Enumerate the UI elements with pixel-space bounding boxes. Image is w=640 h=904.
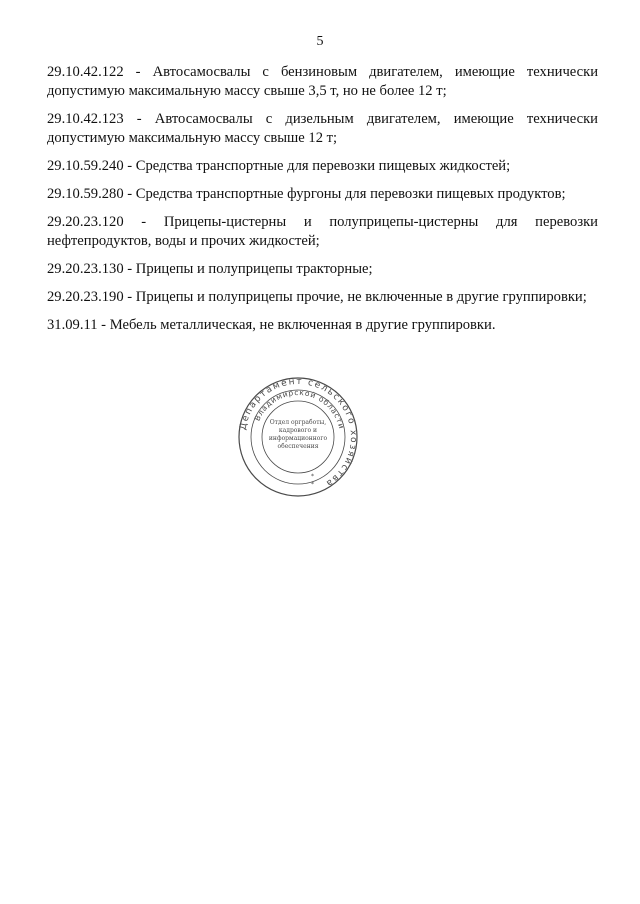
- stamp-star: *: [311, 481, 314, 488]
- classifier-entry: 29.10.42.123 - Автосамосвалы с дизельным двигателем, имеющие технически допустимую максимальную массу свыше 12 т;: [47, 111, 598, 146]
- document-body: [47, 63, 598, 344]
- stamp-center-line: кадрового и: [278, 427, 318, 434]
- classifier-entry: 29.20.23.120 - Прицепы-цистерны и полуприцепы-цистерны для перевозки нефтепродуктов, воды и прочих жидкостей;: [47, 214, 598, 249]
- page-number: 5: [316, 34, 324, 49]
- stamp-center-line: обеспечения: [277, 443, 319, 450]
- stamp-center-line: информационного: [268, 435, 328, 442]
- classifier-entry: 29.10.59.280 - Средства транспортные фургоны для перевозки пищевых продуктов;: [47, 186, 566, 202]
- classifier-entry: 31.09.11 - Мебель металлическая, не включенная в другие группировки.: [47, 317, 496, 333]
- classifier-entry: 29.10.42.122 - Автосамосвалы с бензиновым двигателем, имеющие технически допустимую максимальную массу свыше 3,5 т, но не более 12 т;: [47, 64, 598, 99]
- classifier-entry: 29.20.23.190 - Прицепы и полуприцепы прочие, не включенные в другие группировки;: [47, 289, 587, 305]
- official-stamp: [237, 376, 359, 498]
- stamp-middle-textpath: Владимирской области: [252, 387, 347, 431]
- stamp-outer-textpath: Департамент сельского хозяйства: [238, 376, 359, 489]
- classifier-entry: 29.20.23.130 - Прицепы и полуприцепы тракторные;: [47, 261, 373, 277]
- stamp-star: *: [311, 473, 314, 480]
- classifier-entry: 29.10.59.240 - Средства транспортные для перевозки пищевых жидкостей;: [47, 158, 511, 174]
- stamp-seal: [237, 376, 359, 498]
- stamp-center-line: Отдел оргработы,: [269, 419, 327, 426]
